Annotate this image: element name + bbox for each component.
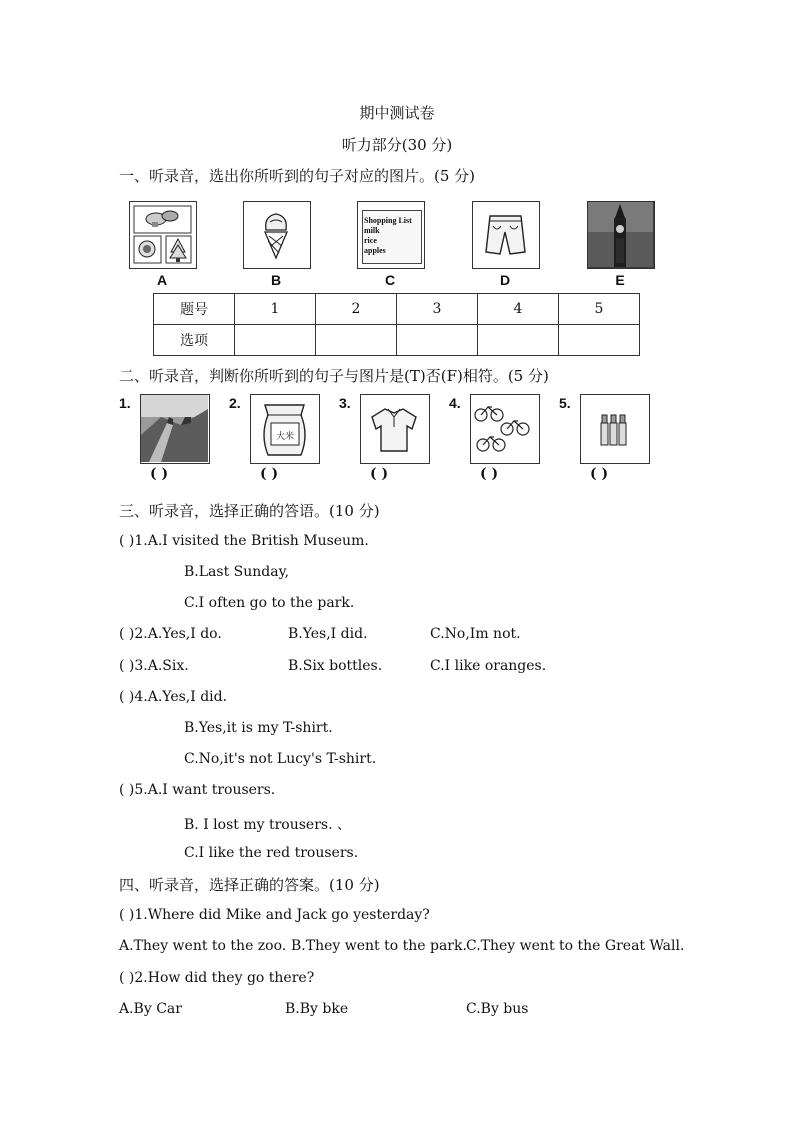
table-row [154, 325, 640, 356]
option-line: B.Yes,it is my T-shirt. [184, 720, 333, 736]
table-row [154, 294, 640, 325]
big-ben-icon [587, 201, 655, 269]
food-and-trees-icon [129, 201, 197, 269]
picture-label-e: E [615, 272, 625, 288]
great-wall-icon [140, 394, 210, 464]
table-number: 2 [316, 294, 397, 325]
option-line: C.By bus [466, 1001, 529, 1017]
question-line: ( )5.A.I want trousers. [119, 782, 276, 798]
table-number: 3 [397, 294, 478, 325]
option-line: A.By Car [119, 1001, 182, 1017]
shopping-list-icon [357, 201, 425, 269]
answer-cell[interactable] [478, 325, 559, 356]
section4-heading: 四、听录音，选择正确的答案。(10 分) [119, 876, 380, 894]
table-number: 1 [235, 294, 316, 325]
ice-cream-icon [243, 201, 311, 269]
question-line: ( )1.A.I visited the British Museum. [119, 533, 369, 549]
question-line: ( )1.Where did Mike and Jack go yesterday? [119, 907, 430, 923]
option-line: C.No,it's not Lucy's T-shirt. [184, 751, 377, 767]
picture-label-a: A [156, 272, 168, 288]
shopping-list-item: apples [364, 246, 386, 255]
shopping-list-item: rice [364, 236, 377, 245]
answer-parentheses[interactable]: ( ) [260, 466, 279, 482]
question-line: ( )4.A.Yes,I did. [119, 689, 228, 705]
answer-cell[interactable] [235, 325, 316, 356]
answer-parentheses[interactable]: ( ) [590, 466, 609, 482]
answer-table [153, 293, 640, 356]
shorts-icon [472, 201, 540, 269]
item-number: 4. [449, 395, 461, 411]
option-line: C.No,Im not. [430, 626, 521, 642]
answer-cell[interactable] [559, 325, 640, 356]
answer-cell[interactable] [316, 325, 397, 356]
table-number: 4 [478, 294, 559, 325]
picture-label-d: D [499, 272, 511, 288]
question-line: ( )2.How did they go there? [119, 970, 315, 986]
item-number: 1. [119, 395, 131, 411]
picture-label-c: C [384, 272, 396, 288]
bottles-icon [580, 394, 650, 464]
answer-cell[interactable] [397, 325, 478, 356]
answer-parentheses[interactable]: ( ) [150, 466, 169, 482]
shopping-list-item: milk [364, 226, 380, 235]
page-subtitle: 听力部分(30 分) [341, 136, 453, 154]
option-line: B.Last Sunday, [184, 564, 290, 580]
section3-heading: 三、听录音，选择正确的答语。(10 分) [119, 502, 380, 520]
picture-label-b: B [270, 272, 282, 288]
option-line: C.They went to the Great Wall. [466, 938, 685, 954]
section1-heading: 一、听录音，选出你所听到的句子对应的图片。(5 分) [119, 167, 476, 185]
option-line: B. I lost my trousers. 、 [184, 817, 351, 833]
option-line: C.I often go to the park. [184, 595, 355, 611]
option-line: B.Yes,I did. [288, 626, 368, 642]
page-title: 期中测试卷 [359, 104, 435, 122]
item-number: 3. [339, 395, 351, 411]
answer-parentheses[interactable]: ( ) [480, 466, 499, 482]
polo-shirt-icon [360, 394, 430, 464]
shopping-list-title: Shopping List [364, 216, 412, 225]
item-number: 5. [559, 395, 571, 411]
table-number: 5 [559, 294, 640, 325]
option-line: C.I like the red trousers. [184, 845, 359, 861]
question-line: ( )2.A.Yes,I do. [119, 626, 222, 642]
answer-parentheses[interactable]: ( ) [370, 466, 389, 482]
rice-bag-label: 大米 [275, 432, 294, 442]
bicycles-icon [470, 394, 540, 464]
table-label-question: 题号 [154, 294, 235, 325]
option-line: B.Six bottles. [288, 658, 383, 674]
rice-bag-icon [250, 394, 320, 464]
option-line: A.They went to the zoo. [119, 938, 287, 954]
question-line: ( )3.A.Six. [119, 658, 189, 674]
item-number: 2. [229, 395, 241, 411]
option-line: B.They went to the park. [291, 938, 467, 954]
section2-heading: 二、听录音，判断你所听到的句子与图片是(T)否(F)相符。(5 分) [119, 367, 549, 385]
option-line: B.By bke [285, 1001, 349, 1017]
option-line: C.I like oranges. [430, 658, 547, 674]
table-label-option: 选项 [154, 325, 235, 356]
